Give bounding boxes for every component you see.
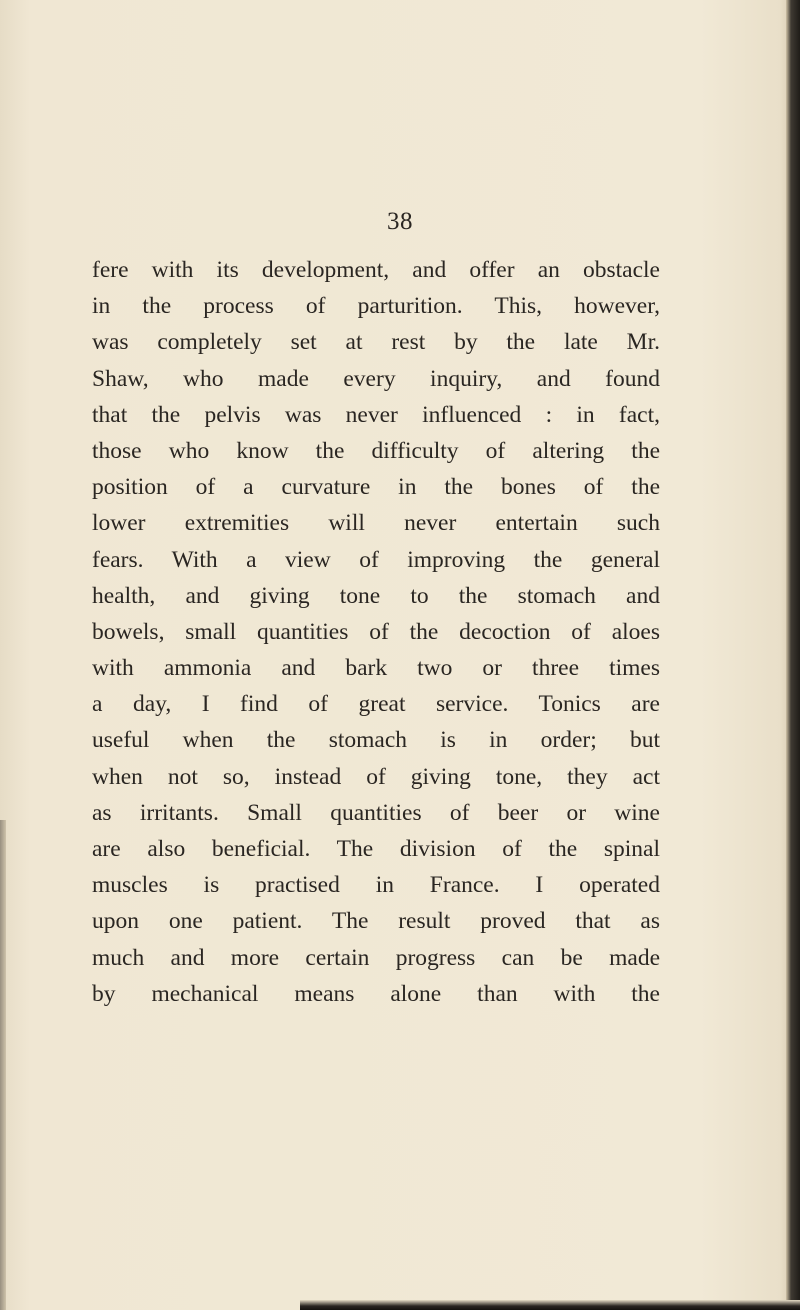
text-line: upon one patient. The result proved that as — [92, 908, 660, 935]
text-line: fere with its development, and offer an obstacle — [92, 257, 660, 283]
body-text — [92, 252, 660, 1012]
text-line: in the process of parturition. This, however, — [92, 293, 660, 320]
text-line: health, and giving tone to the stomach and — [92, 582, 660, 609]
text-line: much and more certain progress can be made — [92, 944, 660, 971]
text-line: lower extremities will never entertain such — [92, 510, 660, 537]
text-line: by mechanical means alone than with the — [92, 980, 660, 1007]
text-line: Shaw, who made every inquiry, and found — [92, 365, 660, 392]
text-line: fears. With a view of improving the general — [92, 546, 660, 573]
text-line: that the pelvis was never influenced : in fact, — [92, 401, 660, 428]
page-binding-shadow — [786, 0, 800, 1310]
text-line: bowels, small quantities of the decoction of aloes — [92, 618, 660, 645]
text-line: when not so, instead of giving tone, they act — [92, 763, 660, 790]
text-line: muscles is practised in France. I operated — [92, 872, 660, 899]
text-line: useful when the stomach is in order; but — [92, 727, 660, 754]
text-line: as irritants. Small quantities of beer or wine — [92, 799, 660, 826]
page-left-edge — [0, 820, 6, 1310]
text-line: position of a curvature in the bones of the — [92, 474, 660, 501]
text-line: a day, I find of great service. Tonics are — [92, 691, 660, 718]
text-line: was completely set at rest by the late Mr. — [92, 329, 660, 356]
page-number: 38 — [387, 208, 413, 235]
text-line: those who know the difficulty of altering the — [92, 437, 660, 464]
page-bottom-edge — [300, 1300, 800, 1310]
text-line: with ammonia and bark two or three times — [92, 655, 660, 682]
text-line: are also beneficial. The division of the spinal — [92, 836, 660, 862]
